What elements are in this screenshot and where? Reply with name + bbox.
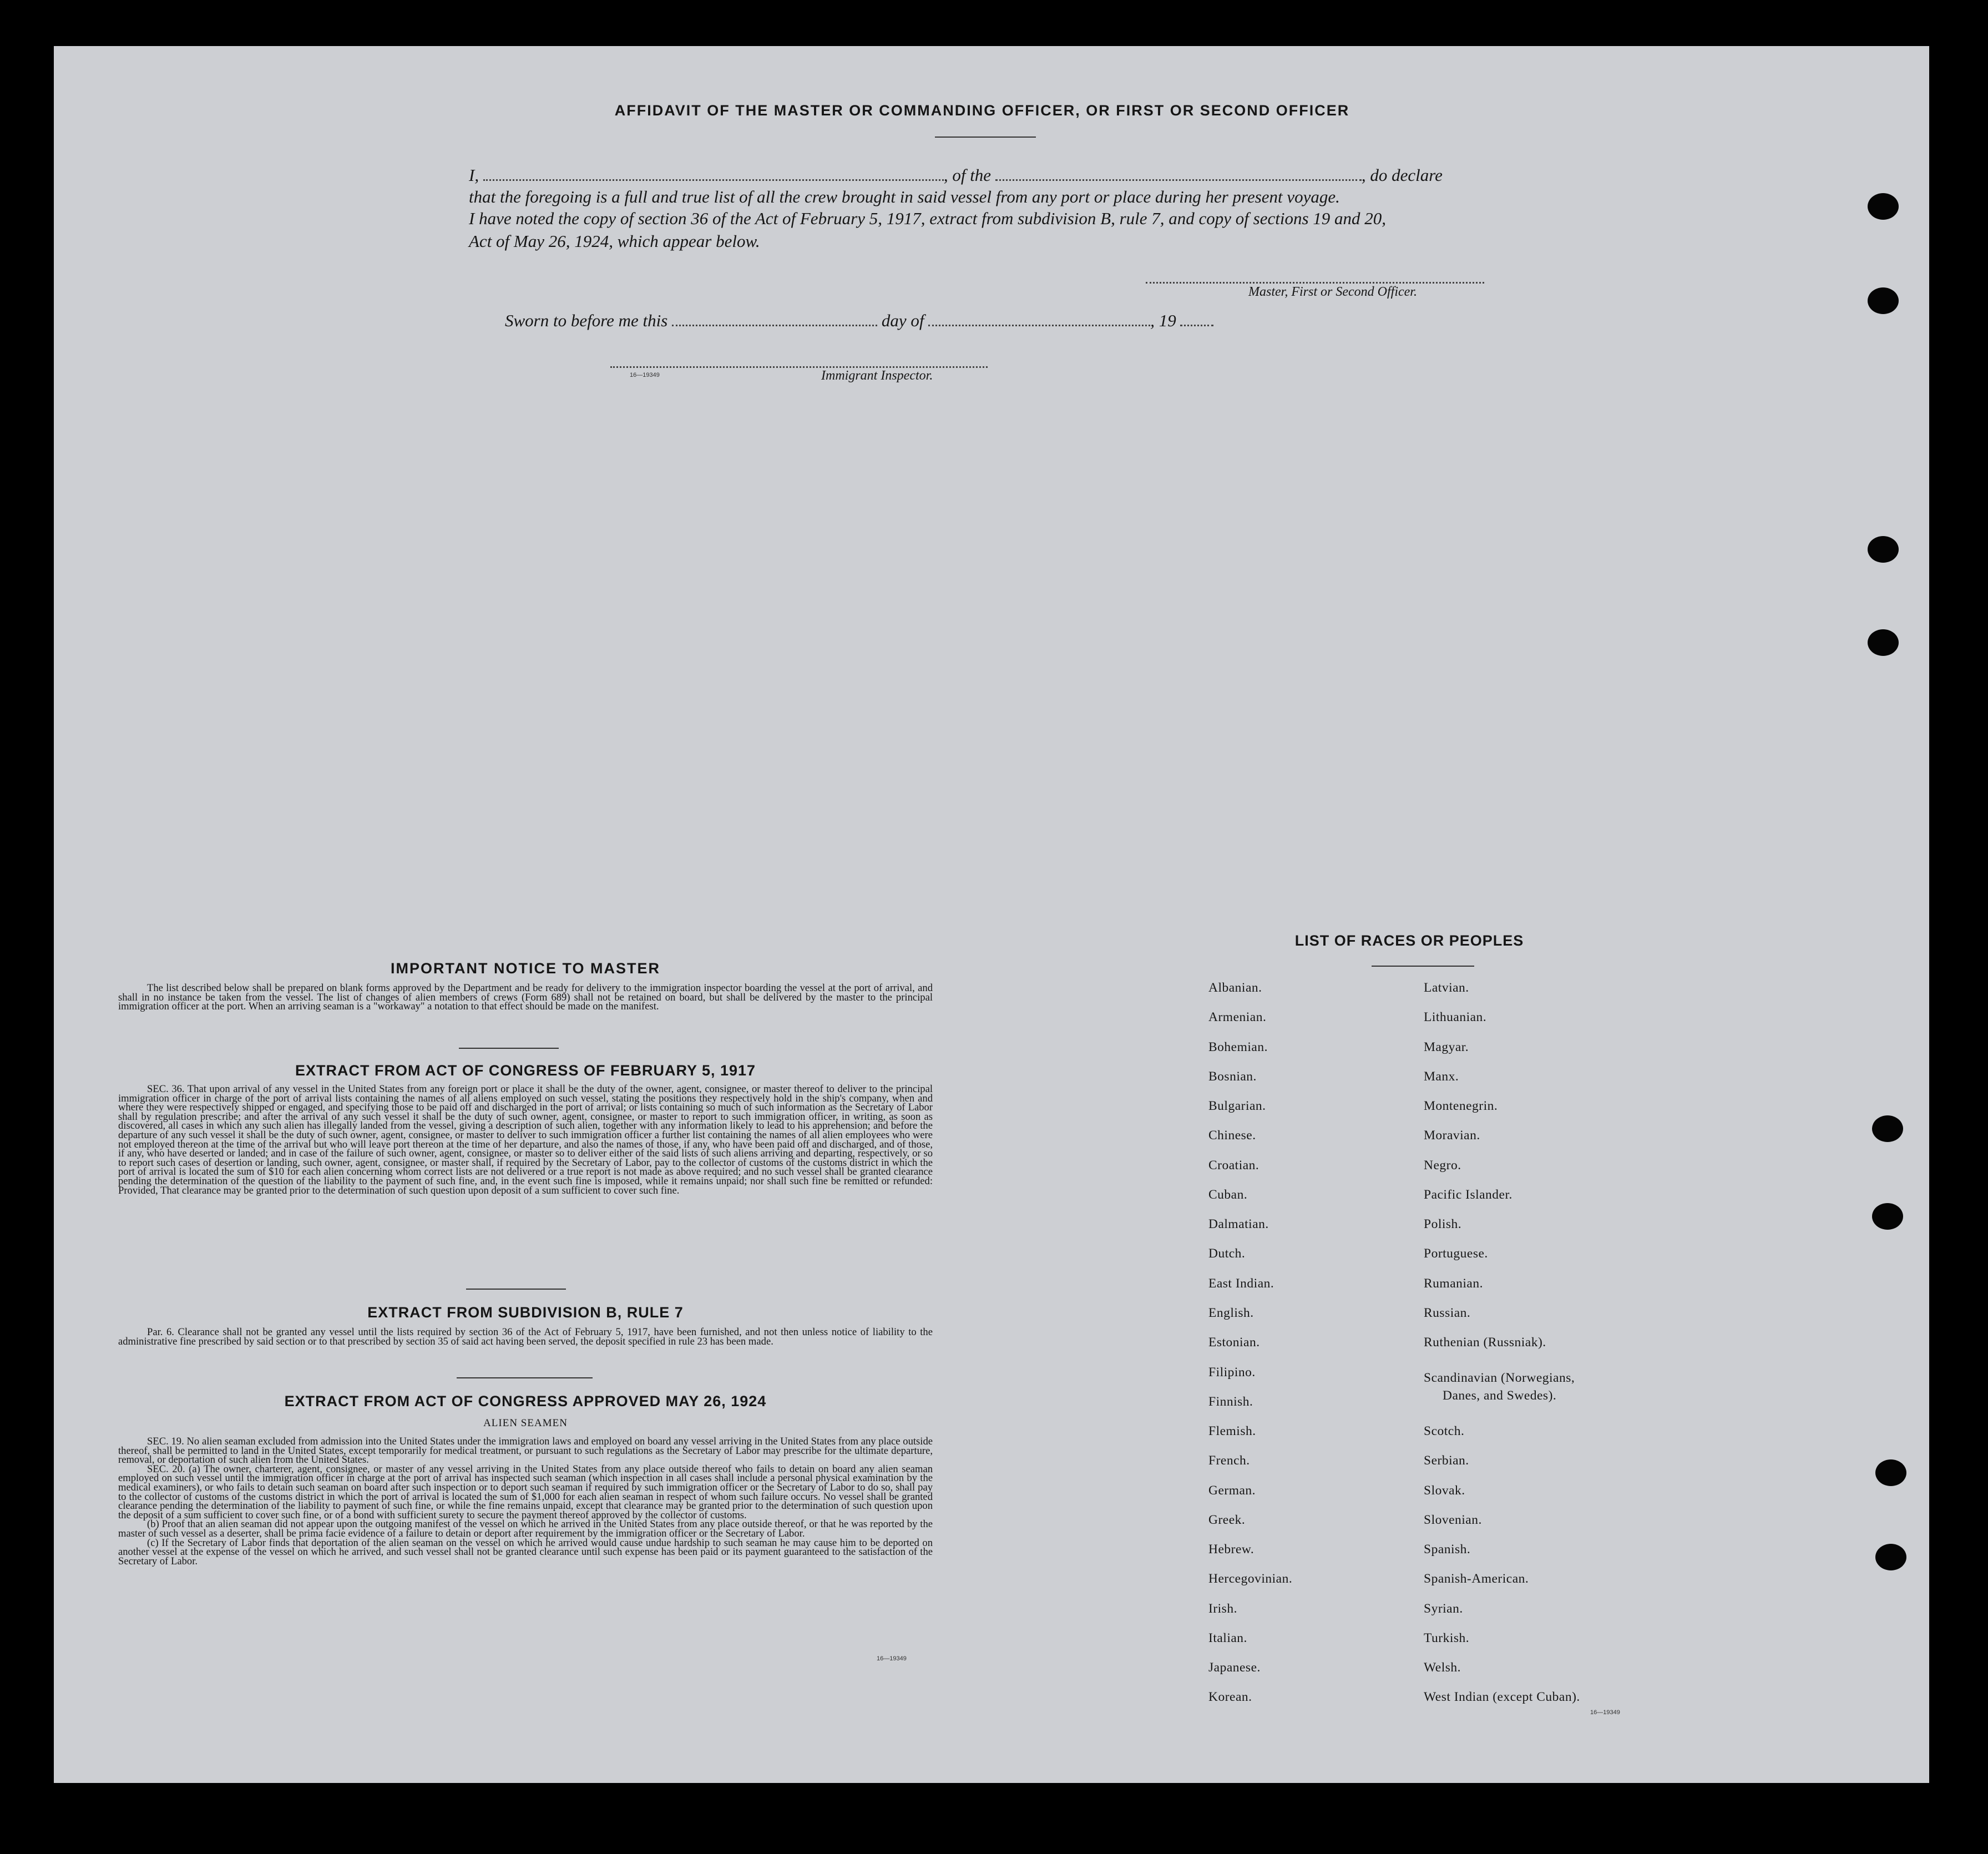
affidavit-i: I, [469,165,479,185]
binder-hole [1868,193,1899,220]
race-item: Spanish-American. [1424,1572,1529,1586]
form-number-top: 16—19349 [630,372,660,378]
notice-text [118,984,933,1012]
race-item: Portuguese. [1424,1246,1488,1261]
race-item: Bulgarian. [1208,1099,1266,1113]
race-item: Cuban. [1208,1188,1248,1202]
divider [457,1377,593,1378]
form-number-right: 16—19349 [1590,1709,1620,1716]
extract-1924-title: EXTRACT FROM ACT OF CONGRESS APPROVED MAY 26, 1924 [284,1393,767,1410]
section-20a-paragraph: SEC. 20. (a) The owner, charterer, agent, consignee, or master of any vessel arriving in the United States from any place outside thereof who fails to detain on board any alien seaman employed on such vessel until the immigration officer in charge at the port of arrival has inspected such seaman (which inspection in all cases shall include a personal physical examination by the medical examiners), or who fails to detain such seaman on board after such inspection or to deport such seaman if required by such immigration officer or the Secretary of Labor to do so, shall pay to the collector of customs of the customs district in which the port of arrival is located the sum of $1,000 for each alien seaman in respect of whom such failure occurs. No vessel shall be granted clearance pending the determination of the liability to payment of such fine, or while the fine remains unpaid, except that clearance may be granted prior to the determination of such question upon the deposit of a sum sufficient to cover such fine, or of a bond with sufficient surety to secure the payment thereof approved by the collector of customs. [118,1463,933,1521]
race-item: Finnish. [1208,1395,1253,1409]
extract-1917-title: EXTRACT FROM ACT OF CONGRESS OF FEBRUARY 5, 1917 [295,1062,756,1079]
race-item: Ruthenian (Russniak). [1424,1335,1546,1350]
sworn-day-of: day of [881,311,924,330]
race-item: Polish. [1424,1217,1462,1231]
alien-seamen-heading: ALIEN SEAMEN [483,1417,568,1429]
binder-hole [1875,1459,1906,1486]
notice-title: IMPORTANT NOTICE TO MASTER [391,960,660,977]
race-item: Scandinavian (Norwegians, [1424,1371,1575,1385]
race-item: French. [1208,1453,1250,1468]
sworn-text: Sworn to before me this [505,311,668,330]
affidavit-line-3: I have noted the copy of section 36 of the Act of February 5, 1917, extract from subdivision B, rule 7, and copy of sections 19 and 20, [469,209,1387,228]
sworn-year-blank[interactable] [1180,320,1213,326]
affidavit-of-the: , of the [943,165,992,185]
race-item: Magyar. [1424,1040,1469,1054]
affidavit-line-1 [469,165,1512,185]
inspector-label: Immigrant Inspector. [821,368,933,383]
race-item: Negro. [1424,1158,1461,1173]
race-item: Syrian. [1424,1602,1463,1616]
race-item: Estonian. [1208,1335,1260,1350]
affidavit-line-2: that the foregoing is a full and true list of all the crew brought in said vessel from any port or place during her present voyage. [469,187,1340,206]
race-item: Slovenian. [1424,1513,1482,1527]
sworn-year: , 19 [1150,311,1176,330]
divider [459,1048,559,1049]
binder-hole [1872,1115,1903,1142]
section-20c-paragraph: (c) If the Secretary of Labor finds that deportation of the alien seaman on the vessel on which he arrived would cause undue hardship to such seaman he may cause him to be deported on another vessel at the expense of the vessel on which he arrived, and such vessel shall not be granted clearance until such expense has been paid or its payment guaranteed to the satisfaction of the Secretary of Labor. [118,1537,933,1567]
section-20b-paragraph: (b) Proof that an alien seaman did not appear upon the outgoing manifest of the vessel on which he arrived in the United States from any place outside thereof, or that he was reported by the master of such vessel as a deserter, shall be prima facie evidence of a failure to detain or deport after requirement by the immigration officer or the Secretary of Labor. [118,1518,933,1539]
notice-paragraph: The list described below shall be prepared on blank forms approved by the Department and be ready for delivery to the immigration inspector boarding the vessel at the port of arrival, and shall in no instance be taken from the vessel. The list of changes of alien members of crews (Form 689) shall not be retained on board, but shall be delivered by the master to the principal immigration officer at the port. When an arriving seaman is a "workaway" a notation to that effect should be made on the manifest. [118,982,933,1013]
race-item: German. [1208,1483,1256,1498]
race-item: Italian. [1208,1631,1247,1645]
race-item: Moravian. [1424,1128,1480,1143]
extract-rule7-text [118,1328,933,1346]
race-item: Pacific Islander. [1424,1188,1513,1202]
sworn-month-blank[interactable] [928,320,1150,326]
affidavit-title: AFFIDAVIT OF THE MASTER OR COMMANDING OFFICER, OR FIRST OR SECOND OFFICER [614,102,1350,119]
race-item: Russian. [1424,1306,1471,1320]
race-item: Slovak. [1424,1483,1465,1498]
race-item: Danes, and Swedes). [1443,1388,1557,1403]
master-signature-line[interactable] [1146,277,1484,284]
races-title-rule [1372,966,1474,967]
race-item: Scotch. [1424,1424,1465,1438]
race-item: Dutch. [1208,1246,1246,1261]
extract-1917-text [118,1085,933,1195]
race-item: Croatian. [1208,1158,1259,1173]
title-rule [935,137,1036,138]
race-item: Albanian. [1208,981,1262,995]
race-item: Japanese. [1208,1660,1261,1675]
rule7-paragraph: Par. 6. Clearance shall not be granted any vessel until the lists required by section 36 of the Act of February 5, 1917, have been furnished, and not then unless notice of liability to the administrative fine prescribed by said section or to that prescribed by section 35 of said act having been served, the deposit specified in rule 23 has been made. [118,1326,933,1347]
race-item: Filipino. [1208,1365,1256,1380]
form-number-left: 16—19349 [877,1655,907,1662]
race-item: Greek. [1208,1513,1246,1527]
race-item: Lithuanian. [1424,1010,1487,1024]
master-signature-label: Master, First or Second Officer. [1248,285,1417,299]
race-item: Irish. [1208,1602,1237,1616]
race-item: Montenegrin. [1424,1099,1498,1113]
section-36-paragraph: SEC. 36. That upon arrival of any vessel in the United States from any foreign port or place it shall be the duty of the owner, agent, consignee, or master thereof to deliver to the principal immigration officer in charge of the port of arrival lists containing the names of all aliens employed on such vessel, stating the positions they respectively hold in the ship's company, when and where they were respectively shipped or engaged, and specifying those to be paid off and discharged in the port of arrival; or lists containing so much of such information as the Secretary of Labor shall by regulation prescribe; and after the arrival of any such vessel it shall be the duty of such owner, agent, consignee, or master to report to such immigration officer, in writing, as soon as discovered, all cases in which any such alien has illegally landed from the vessel, giving a description of such alien, together with any information likely to lead to his apprehension; and before the departure of any such vessel it shall be the duty of such owner, agent, consignee, or master to deliver to such immigration officer a further list containing the names of all alien employees who were not employed thereon at the time of the arrival but who will leave port thereon at the time of her departure, and also the names of those, if any, who have been paid off and discharged, and of those, if any, who have deserted or landed; and in case of the failure of such owner, agent, consignee, or master so to deliver either of the said lists of such aliens arriving and departing, respectively, or so to report such cases of desertion or landing, such owner, agent, consignee, or master shall, if required by the Secretary of Labor, pay to the collector of customs of the customs district in which the port of arrival is located the sum of $10 for each alien concerning whom correct lists are not delivered or a true report is not made as above required; and no such vessel shall be granted clearance pending the determination of the question of the liability to the payment of such fine, and, in the event such fine is imposed, while it remains unpaid; nor shall such fine be remitted or refunded: Provided, That clearance may be granted prior to the determination of such question upon deposit of a sum sufficient to cover such fine. [118,1083,933,1196]
name-blank[interactable] [483,175,944,181]
race-item: Rumanian. [1424,1276,1483,1291]
sworn-line [505,311,1282,331]
vessel-blank[interactable] [995,175,1362,181]
affidavit-line-4: Act of May 26, 1924, which appear below. [469,231,760,251]
race-item: Latvian. [1424,981,1469,995]
race-item: Manx. [1424,1069,1459,1084]
binder-hole [1872,1203,1903,1230]
extract-1924-text [118,1437,933,1566]
race-item: Flemish. [1208,1424,1256,1438]
affidavit-do-declare: , do declare [1361,165,1443,185]
binder-hole [1875,1544,1906,1570]
race-item: English. [1208,1306,1254,1320]
race-item: West Indian (except Cuban). [1424,1690,1580,1704]
binder-hole [1868,536,1899,563]
race-item: Bohemian. [1208,1040,1268,1054]
race-item: Hercegovinian. [1208,1572,1293,1586]
race-item: Korean. [1208,1690,1252,1704]
divider [466,1289,566,1290]
race-item: Spanish. [1424,1542,1471,1557]
sworn-day-blank[interactable] [672,320,877,326]
race-item: Bosnian. [1208,1069,1257,1084]
inspector-signature-line[interactable] [610,362,988,368]
race-item: Welsh. [1424,1660,1461,1675]
extract-rule7-title: EXTRACT FROM SUBDIVISION B, RULE 7 [367,1304,684,1321]
race-item: Chinese. [1208,1128,1256,1143]
section-19-paragraph: SEC. 19. No alien seaman excluded from admission into the United States under the immigration laws and employed on board any vessel arriving in the United States from any place outside thereof, shall be permitted to land in the United States, except temporarily for medical treatment, or pursuant to such regulations as the Secretary of Labor may prescribe for the ultimate departure, removal, or deportation of such alien from the United States. [118,1436,933,1466]
race-item: Dalmatian. [1208,1217,1269,1231]
race-item: East Indian. [1208,1276,1274,1291]
races-title: LIST OF RACES OR PEOPLES [1294,932,1524,949]
binder-hole [1868,629,1899,656]
race-item: Armenian. [1208,1010,1267,1024]
race-item: Turkish. [1424,1631,1470,1645]
race-item: Hebrew. [1208,1542,1254,1557]
race-item: Serbian. [1424,1453,1469,1468]
binder-hole [1868,287,1899,314]
